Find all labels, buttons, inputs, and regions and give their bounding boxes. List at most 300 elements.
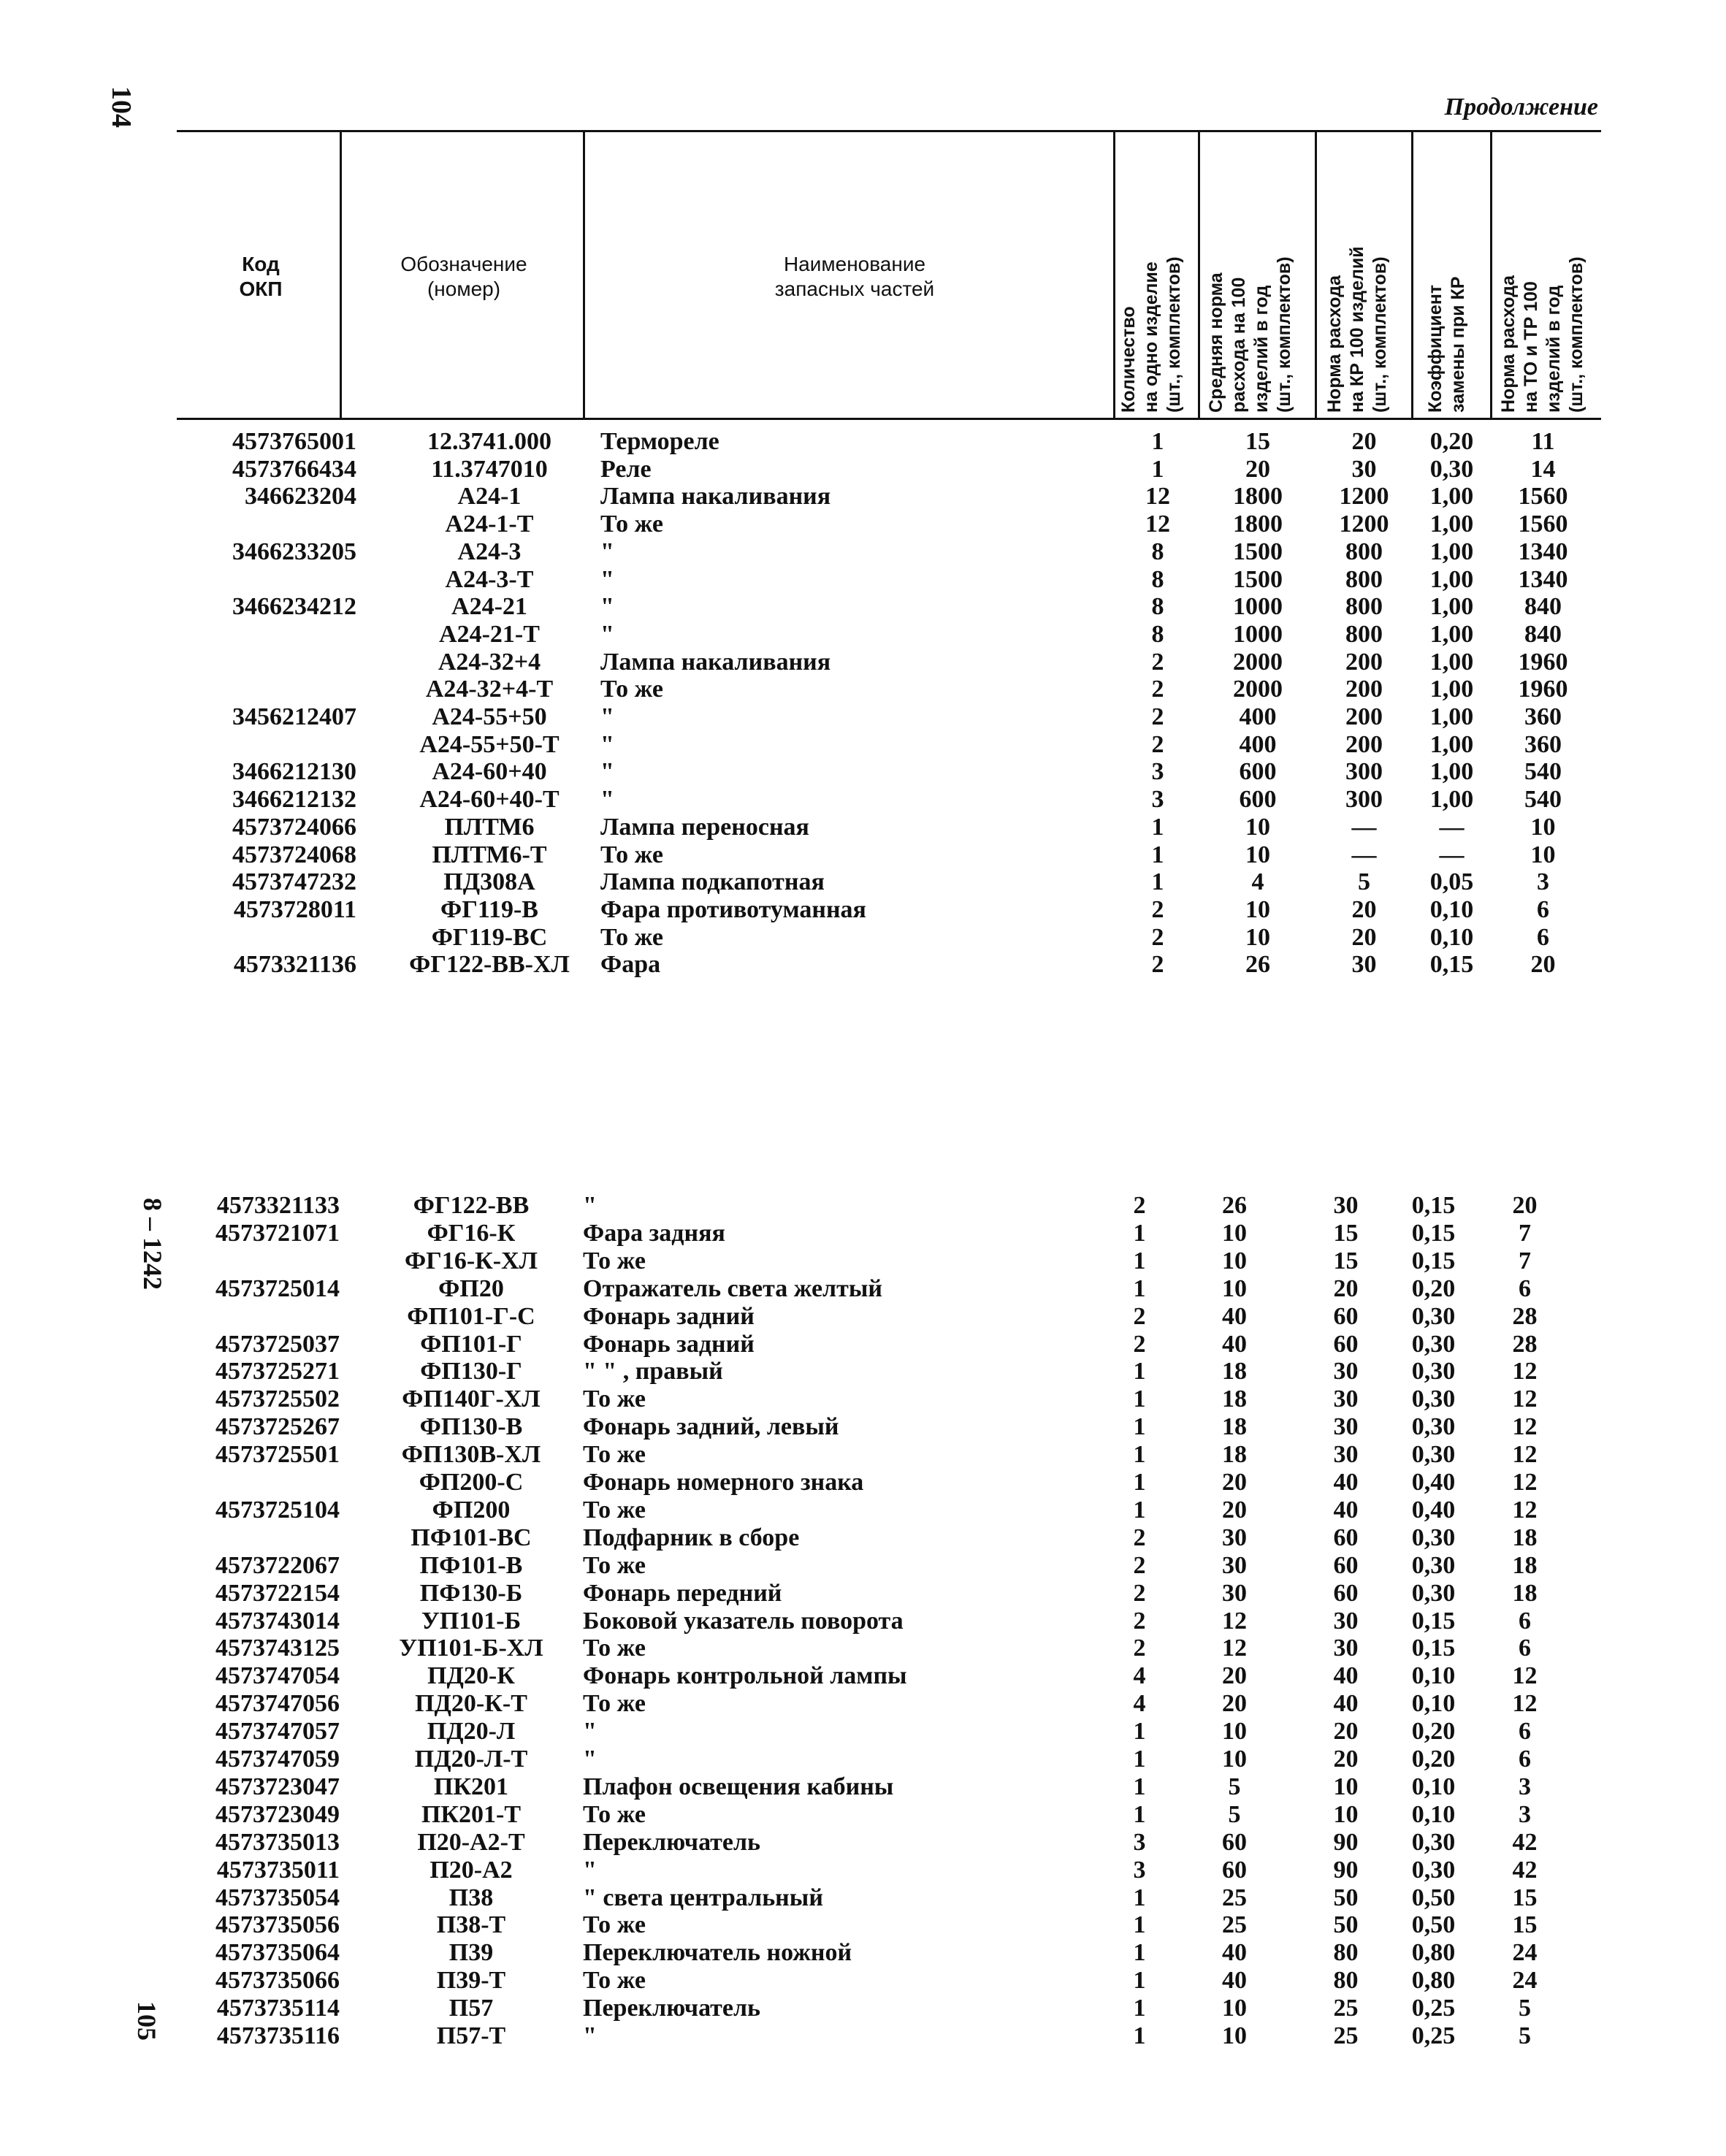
avg-norm-cell: 1800 xyxy=(1233,511,1283,538)
table-row xyxy=(0,1829,1726,1857)
avg-norm-cell: 1000 xyxy=(1233,593,1283,621)
table-row xyxy=(0,758,1726,786)
to-norm-cell: 1340 xyxy=(1518,565,1568,593)
to-norm-cell: 12 xyxy=(1512,1358,1538,1385)
to-norm-cell: 12 xyxy=(1512,1385,1538,1413)
coef-cell: 0,30 xyxy=(1411,1302,1456,1330)
to-norm-cell: 1560 xyxy=(1518,511,1568,538)
to-norm-cell: 3 xyxy=(1537,868,1549,896)
designation-cell: ПД20-К xyxy=(427,1662,515,1690)
qty-cell: 1 xyxy=(1133,1219,1146,1247)
to-norm-cell: 6 xyxy=(1519,1718,1531,1746)
qty-cell: 1 xyxy=(1133,1967,1146,1995)
qty-cell: 1 xyxy=(1151,841,1164,868)
avg-norm-cell: 20 xyxy=(1222,1662,1247,1690)
table-row xyxy=(0,483,1726,511)
to-norm-cell: 42 xyxy=(1512,1856,1538,1884)
avg-norm-cell: 18 xyxy=(1222,1358,1247,1385)
code-cell: 4573747057 xyxy=(215,1718,340,1746)
name-cell: То же xyxy=(583,1441,646,1469)
kr-norm-cell: 15 xyxy=(1333,1219,1359,1247)
avg-norm-cell: 30 xyxy=(1222,1579,1247,1607)
kr-norm-cell: 5 xyxy=(1358,868,1370,896)
qty-cell: 1 xyxy=(1133,1496,1146,1524)
code-cell: 4573725104 xyxy=(215,1496,340,1524)
designation-cell: П57 xyxy=(448,1995,494,2022)
coef-cell: 0,30 xyxy=(1429,455,1474,483)
avg-norm-cell: 400 xyxy=(1239,703,1277,730)
designation-cell: П57-Т xyxy=(436,2022,506,2049)
coef-cell: 0,15 xyxy=(1411,1192,1456,1219)
code-cell: 4573747056 xyxy=(215,1690,340,1718)
avg-norm-cell: 1000 xyxy=(1233,620,1283,648)
table-row xyxy=(0,868,1726,896)
designation-cell: П38-Т xyxy=(436,1911,506,1939)
header-top-rule xyxy=(177,130,1601,132)
col-divider xyxy=(1113,131,1115,419)
designation-cell: ПД20-Л xyxy=(427,1718,516,1746)
name-cell: Фонарь контрольной лампы xyxy=(583,1662,907,1690)
name-cell: То же xyxy=(583,1496,646,1524)
avg-norm-cell: 40 xyxy=(1222,1967,1247,1995)
table-row xyxy=(0,1746,1726,1773)
avg-norm-cell: 20 xyxy=(1222,1496,1247,1524)
coef-cell: — xyxy=(1439,841,1465,868)
avg-norm-cell: 20 xyxy=(1245,455,1270,483)
coef-cell: 1,00 xyxy=(1429,786,1474,814)
code-cell: 3466212130 xyxy=(232,758,356,786)
code-cell: 4573735064 xyxy=(215,1939,340,1967)
avg-norm-cell: 10 xyxy=(1245,895,1270,923)
to-norm-cell: 24 xyxy=(1512,1967,1538,1995)
kr-norm-cell: 80 xyxy=(1333,1939,1359,1967)
table-row xyxy=(0,1247,1726,1275)
code-cell: 3466212132 xyxy=(232,786,356,814)
kr-norm-cell: 30 xyxy=(1333,1385,1359,1413)
qty-cell: 3 xyxy=(1133,1828,1146,1856)
code-cell: 4573735066 xyxy=(215,1967,340,1995)
coef-cell: 0,25 xyxy=(1411,1995,1456,2022)
table-row xyxy=(0,1801,1726,1829)
coef-cell: 0,80 xyxy=(1411,1939,1456,1967)
kr-norm-cell: 30 xyxy=(1333,1358,1359,1385)
to-norm-cell: 18 xyxy=(1512,1524,1538,1551)
qty-cell: 2 xyxy=(1151,923,1164,951)
avg-norm-cell: 10 xyxy=(1222,1746,1247,1773)
col-divider xyxy=(1490,131,1492,419)
qty-cell: 1 xyxy=(1133,1413,1146,1441)
name-cell: Фонарь задний, левый xyxy=(583,1413,839,1441)
designation-cell: ФП200-С xyxy=(419,1469,524,1496)
to-norm-cell: 18 xyxy=(1512,1551,1538,1579)
qty-cell: 2 xyxy=(1151,648,1164,676)
avg-norm-cell: 40 xyxy=(1222,1939,1247,1967)
coef-cell: 0,30 xyxy=(1411,1828,1456,1856)
to-norm-cell: 3 xyxy=(1519,1773,1531,1800)
header-to-norm: Норма расхода на ТО и ТР 100 изделий в год (шт., комплектов) xyxy=(1498,256,1586,413)
table-row xyxy=(0,786,1726,814)
to-norm-cell: 11 xyxy=(1531,428,1555,455)
to-norm-cell: 1960 xyxy=(1518,648,1568,676)
coef-cell: 0,30 xyxy=(1411,1579,1456,1607)
avg-norm-cell: 1800 xyxy=(1233,483,1283,511)
code-cell: 4573743125 xyxy=(215,1635,340,1662)
designation-cell: ФГ122-ВВ-ХЛ xyxy=(409,951,570,979)
coef-cell: 0,20 xyxy=(1411,1718,1456,1746)
kr-norm-cell: 30 xyxy=(1333,1192,1359,1219)
to-norm-cell: 14 xyxy=(1530,455,1556,483)
name-cell: Лампа накаливания xyxy=(600,483,831,511)
designation-cell: ФП20 xyxy=(438,1274,504,1302)
name-cell: То же xyxy=(583,1911,646,1939)
qty-cell: 3 xyxy=(1151,786,1164,814)
header-designation: Обозначение (номер) xyxy=(400,253,527,300)
table-row xyxy=(0,1967,1726,1995)
name-cell: " xyxy=(583,2022,597,2049)
code-cell: 3456212407 xyxy=(232,703,356,730)
kr-norm-cell: 200 xyxy=(1345,676,1383,703)
avg-norm-cell: 60 xyxy=(1222,1828,1247,1856)
qty-cell: 2 xyxy=(1151,895,1164,923)
to-norm-cell: 20 xyxy=(1512,1192,1538,1219)
table-row xyxy=(0,1995,1726,2022)
table-row xyxy=(0,676,1726,703)
coef-cell: 1,00 xyxy=(1429,648,1474,676)
coef-cell: 0,30 xyxy=(1411,1358,1456,1385)
to-norm-cell: 15 xyxy=(1512,1884,1538,1911)
to-norm-cell: 840 xyxy=(1524,620,1562,648)
kr-norm-cell: 300 xyxy=(1345,758,1383,786)
name-cell: " xyxy=(583,1856,597,1884)
designation-cell: ФП130-Г xyxy=(420,1358,522,1385)
coef-cell: 1,00 xyxy=(1429,538,1474,565)
kr-norm-cell: 80 xyxy=(1333,1967,1359,1995)
qty-cell: 2 xyxy=(1151,676,1164,703)
name-cell: Лампа накаливания xyxy=(600,648,831,676)
avg-norm-cell: 40 xyxy=(1222,1302,1247,1330)
table-row xyxy=(0,1192,1726,1220)
name-cell: Фара задняя xyxy=(583,1219,725,1247)
table-row xyxy=(0,456,1726,483)
table-row xyxy=(0,1773,1726,1801)
coef-cell: — xyxy=(1439,813,1465,841)
to-norm-cell: 5 xyxy=(1519,1995,1531,2022)
designation-cell: УП101-Б xyxy=(421,1607,522,1635)
table-row xyxy=(0,1524,1726,1552)
coef-cell: 0,10 xyxy=(1411,1662,1456,1690)
avg-norm-cell: 2000 xyxy=(1233,648,1283,676)
coef-cell: 0,20 xyxy=(1411,1274,1456,1302)
avg-norm-cell: 40 xyxy=(1222,1330,1247,1358)
name-cell: То же xyxy=(583,1247,646,1274)
qty-cell: 8 xyxy=(1151,565,1164,593)
code-cell: 4573747232 xyxy=(232,868,356,896)
coef-cell: 0,15 xyxy=(1411,1635,1456,1662)
kr-norm-cell: 40 xyxy=(1333,1690,1359,1718)
coef-cell: 1,00 xyxy=(1429,565,1474,593)
qty-cell: 1 xyxy=(1133,1939,1146,1967)
avg-norm-cell: 25 xyxy=(1222,1884,1247,1911)
table-row xyxy=(0,1939,1726,1967)
avg-norm-cell: 10 xyxy=(1245,813,1270,841)
coef-cell: 0,30 xyxy=(1411,1413,1456,1441)
coef-cell: 0,15 xyxy=(1411,1219,1456,1247)
name-cell: " xyxy=(600,703,614,730)
name-cell: " xyxy=(600,758,614,786)
table-row xyxy=(0,511,1726,538)
designation-cell: 12.3741.000 xyxy=(427,428,551,455)
qty-cell: 1 xyxy=(1151,455,1164,483)
kr-norm-cell: 10 xyxy=(1333,1773,1359,1800)
qty-cell: 2 xyxy=(1133,1524,1146,1551)
side-label: 8 – 1242 xyxy=(138,1198,167,1290)
table-row xyxy=(0,1580,1726,1608)
qty-cell: 1 xyxy=(1133,1995,1146,2022)
coef-cell: 1,00 xyxy=(1429,703,1474,730)
designation-cell: ПЛТМ6-Т xyxy=(432,841,547,868)
kr-norm-cell: 20 xyxy=(1351,428,1377,455)
code-cell: 4573725014 xyxy=(215,1274,340,1302)
kr-norm-cell: 800 xyxy=(1345,565,1383,593)
to-norm-cell: 18 xyxy=(1512,1579,1538,1607)
designation-cell: А24-3-Т xyxy=(445,565,534,593)
kr-norm-cell: 50 xyxy=(1333,1911,1359,1939)
name-cell: То же xyxy=(583,1551,646,1579)
qty-cell: 1 xyxy=(1133,1274,1146,1302)
qty-cell: 2 xyxy=(1133,1551,1146,1579)
to-norm-cell: 360 xyxy=(1524,730,1562,758)
designation-cell: ПК201-Т xyxy=(421,1800,522,1828)
kr-norm-cell: 20 xyxy=(1351,923,1377,951)
kr-norm-cell: 30 xyxy=(1351,455,1377,483)
avg-norm-cell: 2000 xyxy=(1233,676,1283,703)
qty-cell: 2 xyxy=(1151,703,1164,730)
avg-norm-cell: 10 xyxy=(1222,1995,1247,2022)
name-cell: То же xyxy=(600,676,663,703)
kr-norm-cell: 90 xyxy=(1333,1856,1359,1884)
designation-cell: А24-32+4 xyxy=(438,648,541,676)
qty-cell: 2 xyxy=(1151,730,1164,758)
coef-cell: 0,40 xyxy=(1411,1496,1456,1524)
kr-norm-cell: 200 xyxy=(1345,648,1383,676)
table-row xyxy=(0,1413,1726,1441)
coef-cell: 0,20 xyxy=(1411,1746,1456,1773)
coef-cell: 0,10 xyxy=(1429,923,1474,951)
kr-norm-cell: 90 xyxy=(1333,1828,1359,1856)
name-cell: " xyxy=(600,730,614,758)
to-norm-cell: 6 xyxy=(1537,923,1549,951)
table-row xyxy=(0,566,1726,594)
coef-cell: 1,00 xyxy=(1429,620,1474,648)
coef-cell: 0,30 xyxy=(1411,1551,1456,1579)
table-row xyxy=(0,1303,1726,1331)
qty-cell: 4 xyxy=(1133,1690,1146,1718)
name-cell: Фара xyxy=(600,951,661,979)
designation-cell: ПД20-Л-Т xyxy=(414,1746,528,1773)
kr-norm-cell: — xyxy=(1351,841,1377,868)
table-row xyxy=(0,1857,1726,1884)
kr-norm-cell: 20 xyxy=(1333,1274,1359,1302)
table-row xyxy=(0,1469,1726,1496)
avg-norm-cell: 10 xyxy=(1222,1219,1247,1247)
kr-norm-cell: 800 xyxy=(1345,538,1383,565)
avg-norm-cell: 60 xyxy=(1222,1856,1247,1884)
avg-norm-cell: 12 xyxy=(1222,1635,1247,1662)
kr-norm-cell: 30 xyxy=(1333,1441,1359,1469)
code-cell: 4573765001 xyxy=(232,428,356,455)
avg-norm-cell: 1500 xyxy=(1233,565,1283,593)
designation-cell: А24-32+4-Т xyxy=(425,676,554,703)
avg-norm-cell: 10 xyxy=(1245,923,1270,951)
table-row xyxy=(0,951,1726,979)
designation-cell: А24-1 xyxy=(457,483,522,511)
name-cell: " " , правый xyxy=(583,1358,723,1385)
avg-norm-cell: 5 xyxy=(1228,1773,1241,1800)
designation-cell: А24-60+40-Т xyxy=(419,786,560,814)
name-cell: То же xyxy=(583,1690,646,1718)
name-cell: То же xyxy=(600,841,663,868)
col-divider xyxy=(1315,131,1317,419)
kr-norm-cell: 40 xyxy=(1333,1496,1359,1524)
coef-cell: 0,30 xyxy=(1411,1524,1456,1551)
name-cell: Плафон освещения кабины xyxy=(583,1773,894,1800)
designation-cell: ФГ122-ВВ xyxy=(413,1192,530,1219)
kr-norm-cell: 60 xyxy=(1333,1524,1359,1551)
avg-norm-cell: 18 xyxy=(1222,1385,1247,1413)
kr-norm-cell: 300 xyxy=(1345,786,1383,814)
table-row xyxy=(0,731,1726,759)
to-norm-cell: 1960 xyxy=(1518,676,1568,703)
kr-norm-cell: 800 xyxy=(1345,593,1383,621)
avg-norm-cell: 5 xyxy=(1228,1800,1241,1828)
designation-cell: ФП101-Г-С xyxy=(407,1302,535,1330)
avg-norm-cell: 1500 xyxy=(1233,538,1283,565)
table-row xyxy=(0,1911,1726,1939)
designation-cell: А24-55+50 xyxy=(432,703,547,730)
qty-cell: 1 xyxy=(1133,1800,1146,1828)
name-cell: То же xyxy=(583,1635,646,1662)
avg-norm-cell: 10 xyxy=(1222,1718,1247,1746)
table-row xyxy=(0,1635,1726,1662)
kr-norm-cell: 60 xyxy=(1333,1302,1359,1330)
designation-cell: ФП101-Г xyxy=(420,1330,522,1358)
name-cell: Фонарь задний xyxy=(583,1302,755,1330)
table-row xyxy=(0,1496,1726,1524)
designation-cell: ФГ16-К-ХЛ xyxy=(404,1247,538,1274)
avg-norm-cell: 10 xyxy=(1222,2022,1247,2049)
name-cell: " xyxy=(600,565,614,593)
to-norm-cell: 20 xyxy=(1530,951,1556,979)
qty-cell: 12 xyxy=(1145,483,1170,511)
avg-norm-cell: 4 xyxy=(1251,868,1264,896)
name-cell: " света центральный xyxy=(583,1884,823,1911)
code-cell: 4573725271 xyxy=(215,1358,340,1385)
code-cell: 3466233205 xyxy=(232,538,356,565)
code-cell: 4573721071 xyxy=(215,1219,340,1247)
to-norm-cell: 6 xyxy=(1519,1635,1531,1662)
name-cell: Отражатель света желтый xyxy=(583,1274,882,1302)
avg-norm-cell: 26 xyxy=(1245,951,1270,979)
qty-cell: 2 xyxy=(1151,951,1164,979)
designation-cell: 11.3747010 xyxy=(431,455,548,483)
table-row xyxy=(0,428,1726,456)
name-cell: " xyxy=(583,1746,597,1773)
code-cell: 4573728011 xyxy=(233,895,356,923)
avg-norm-cell: 600 xyxy=(1239,758,1277,786)
table-row xyxy=(0,1552,1726,1580)
code-cell: 4573735054 xyxy=(215,1884,340,1911)
coef-cell: 0,15 xyxy=(1429,951,1474,979)
coef-cell: 0,40 xyxy=(1411,1469,1456,1496)
code-cell: 346623204 xyxy=(245,483,356,511)
code-cell: 3466234212 xyxy=(232,593,356,621)
coef-cell: 0,20 xyxy=(1429,428,1474,455)
coef-cell: 0,10 xyxy=(1429,895,1474,923)
kr-norm-cell: 30 xyxy=(1333,1607,1359,1635)
header-avg-norm: Средняя норма расхода на 100 изделий в год (шт., комплектов) xyxy=(1206,256,1294,413)
avg-norm-cell: 10 xyxy=(1245,841,1270,868)
kr-norm-cell: 20 xyxy=(1333,1718,1359,1746)
avg-norm-cell: 600 xyxy=(1239,786,1277,814)
coef-cell: 1,00 xyxy=(1429,483,1474,511)
code-cell: 4573723047 xyxy=(215,1773,340,1800)
qty-cell: 1 xyxy=(1151,813,1164,841)
code-cell: 4573735011 xyxy=(216,1856,340,1884)
table-row xyxy=(0,1662,1726,1690)
designation-cell: А24-21-Т xyxy=(439,620,540,648)
designation-cell: ФП130В-ХЛ xyxy=(401,1441,541,1469)
kr-norm-cell: — xyxy=(1351,813,1377,841)
coef-cell: 0,30 xyxy=(1411,1385,1456,1413)
qty-cell: 2 xyxy=(1133,1302,1146,1330)
qty-cell: 1 xyxy=(1133,2022,1146,2049)
designation-cell: А24-21 xyxy=(451,593,527,621)
page-number-bottom: 105 xyxy=(132,2001,161,2041)
qty-cell: 2 xyxy=(1133,1330,1146,1358)
code-cell: 4573725267 xyxy=(215,1413,340,1441)
name-cell: Переключатель ножной xyxy=(583,1939,852,1967)
qty-cell: 8 xyxy=(1151,538,1164,565)
code-cell: 4573725502 xyxy=(215,1385,340,1413)
continuation-label: Продолжение xyxy=(1444,93,1598,121)
table-row xyxy=(0,896,1726,924)
designation-cell: П39 xyxy=(448,1939,494,1967)
name-cell: " xyxy=(583,1718,597,1746)
name-cell: Переключатель xyxy=(583,1828,761,1856)
to-norm-cell: 42 xyxy=(1512,1828,1538,1856)
code-cell: 4573722067 xyxy=(215,1551,340,1579)
table-row xyxy=(0,1608,1726,1635)
to-norm-cell: 28 xyxy=(1512,1302,1538,1330)
header-code: Код ОКП xyxy=(239,253,283,300)
code-cell: 4573747059 xyxy=(215,1746,340,1773)
code-cell: 4573724066 xyxy=(232,813,356,841)
kr-norm-cell: 20 xyxy=(1333,1746,1359,1773)
qty-cell: 1 xyxy=(1133,1358,1146,1385)
name-cell: " xyxy=(600,538,614,565)
to-norm-cell: 12 xyxy=(1512,1496,1538,1524)
qty-cell: 12 xyxy=(1145,511,1170,538)
coef-cell: 0,10 xyxy=(1411,1800,1456,1828)
to-norm-cell: 540 xyxy=(1524,786,1562,814)
avg-norm-cell: 10 xyxy=(1222,1247,1247,1274)
to-norm-cell: 24 xyxy=(1512,1939,1538,1967)
qty-cell: 8 xyxy=(1151,593,1164,621)
designation-cell: ПД308А xyxy=(443,868,535,896)
designation-cell: П20-А2-Т xyxy=(417,1828,525,1856)
table-row xyxy=(0,1884,1726,1912)
name-cell: Фонарь передний xyxy=(583,1579,782,1607)
